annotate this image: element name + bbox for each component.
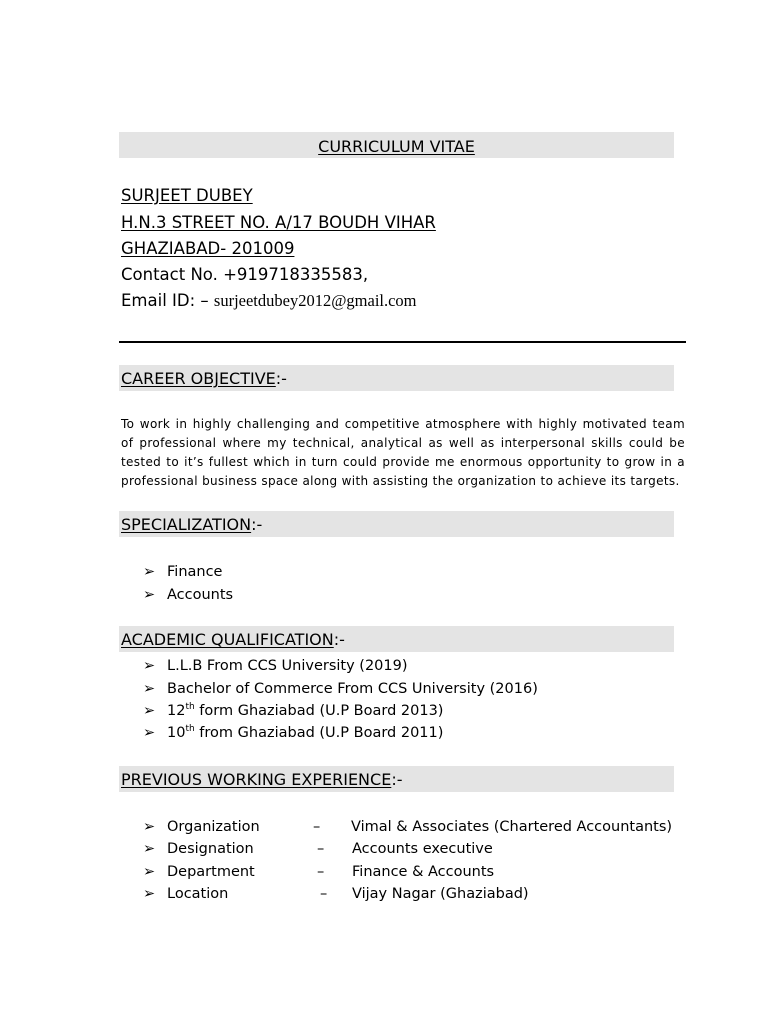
candidate-name: SURJEET DUBEY: [121, 186, 253, 205]
arrow-bullet-icon: ➢: [143, 864, 156, 880]
arrow-bullet-icon: ➢: [143, 587, 156, 603]
arrow-bullet-icon: ➢: [143, 564, 156, 580]
experience-band: [119, 766, 674, 792]
experience-heading: PREVIOUS WORKING EXPERIENCE:-: [121, 770, 403, 789]
arrow-bullet-icon: ➢: [143, 725, 156, 741]
experience-dash: –: [317, 841, 325, 857]
experience-dash: –: [317, 864, 325, 880]
email-address: surjeetdubey2012@gmail.com: [213, 291, 417, 310]
specialization-heading: SPECIALIZATION:-: [121, 515, 263, 534]
academic-band: [119, 626, 674, 652]
email-line: [121, 291, 417, 311]
experience-value: Vimal & Associates (Chartered Accountants): [351, 819, 673, 835]
arrow-bullet-icon: ➢: [143, 681, 156, 697]
experience-label: ➢ Organization: [143, 819, 260, 835]
experience-label: ➢ Designation: [143, 841, 254, 857]
arrow-bullet-icon: ➢: [143, 819, 156, 835]
list-item: ➢ Accounts: [143, 587, 234, 603]
experience-value: Accounts executive: [352, 841, 493, 857]
email-label: Email ID: –: [121, 291, 214, 310]
list-item: ➢ 10th from Ghaziabad (U.P Board 2011): [143, 724, 444, 741]
career-objective-heading: CAREER OBJECTIVE:-: [121, 369, 287, 388]
address-line-2: GHAZIABAD- 201009: [121, 239, 295, 258]
header-divider: [119, 341, 686, 343]
list-item: ➢ Finance: [143, 564, 223, 580]
arrow-bullet-icon: ➢: [143, 703, 156, 719]
list-item: ➢ 12th form Ghaziabad (U.P Board 2013): [143, 702, 444, 719]
career-objective-band: [119, 365, 674, 391]
experience-value: Finance & Accounts: [352, 864, 495, 880]
arrow-bullet-icon: ➢: [143, 886, 156, 902]
address-line-1: H.N.3 STREET NO. A/17 BOUDH VIHAR: [121, 213, 436, 232]
title-band: [119, 132, 674, 158]
arrow-bullet-icon: ➢: [143, 841, 156, 857]
list-item: ➢ L.L.B From CCS University (2019): [143, 658, 408, 674]
career-objective-text: To work in highly challenging and competitive atmosphere with highly motivated team of professional where my technical, analytical as well as interpersonal skills could be tested to it’s fullest which in turn could provide me enormous opportunity to grow in a professional business space along with assisting the organization to achieve its targets.: [121, 417, 685, 488]
specialization-band: [119, 511, 674, 537]
arrow-bullet-icon: ➢: [143, 658, 156, 674]
experience-value: Vijay Nagar (Ghaziabad): [352, 886, 529, 902]
document-title: CURRICULUM VITAE: [318, 137, 475, 156]
contact-number: Contact No. +919718335583,: [121, 265, 369, 284]
experience-label: ➢ Department: [143, 864, 255, 880]
experience-label: ➢ Location: [143, 886, 229, 902]
experience-dash: –: [320, 886, 328, 902]
list-item: ➢ Bachelor of Commerce From CCS University (2016): [143, 681, 538, 697]
academic-heading: ACADEMIC QUALIFICATION:-: [121, 630, 345, 649]
experience-dash: –: [313, 819, 321, 835]
